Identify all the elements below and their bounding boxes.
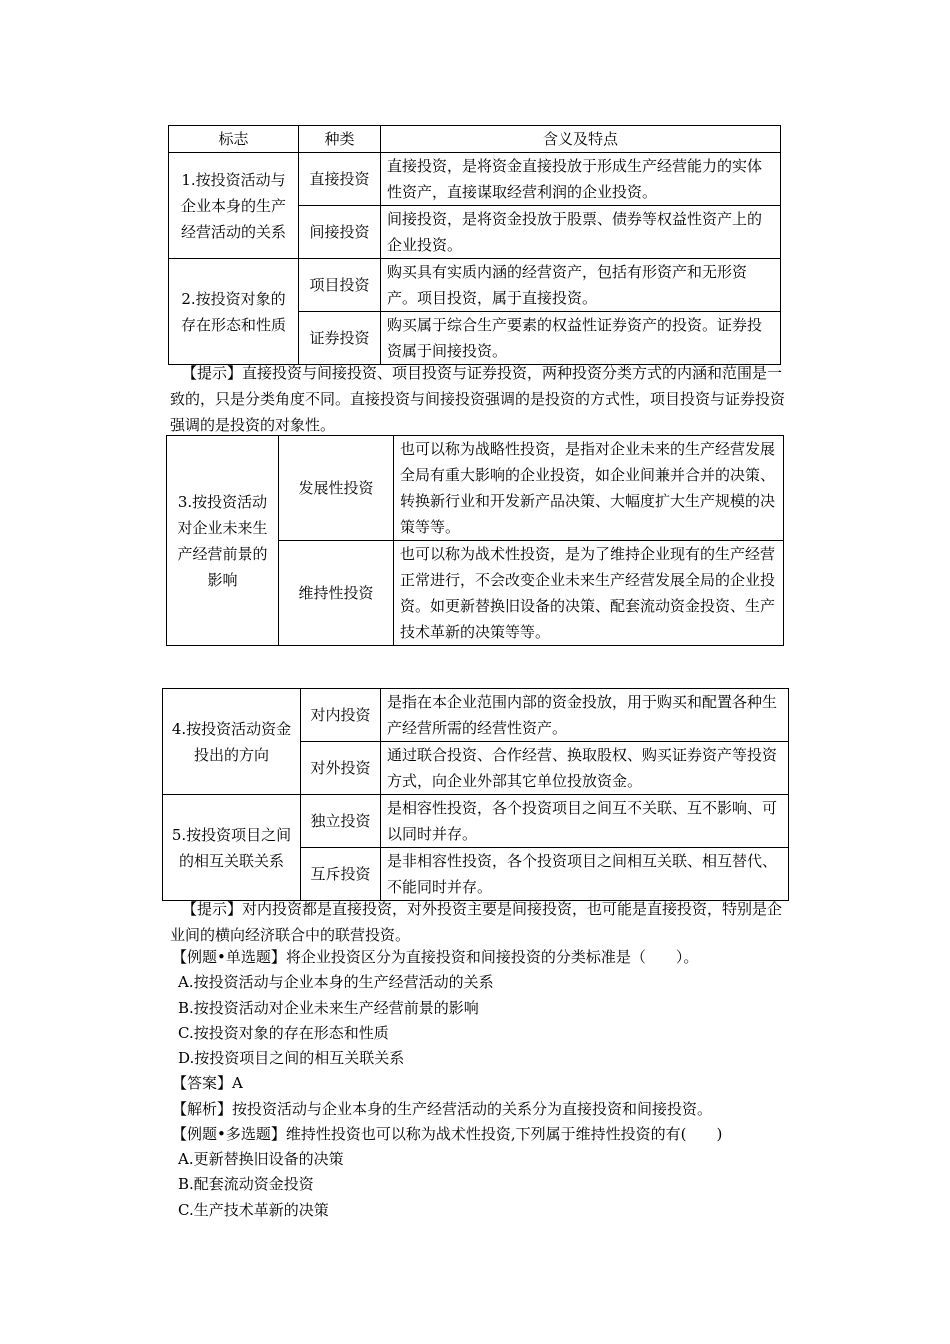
desc-cell: 是非相容性投资，各个投资项目之间相互关联、相互替代、不能同时并存。 <box>381 848 789 901</box>
option-item: D.按投资项目之间的相互关联关系 <box>178 1049 405 1067</box>
desc-cell: 购买属于综合生产要素的权益性证券资产的投资。证券投资属于间接投资。 <box>381 312 781 365</box>
criterion-cell: 2.按投资对象的存在形态和性质 <box>169 259 299 365</box>
type-cell: 间接投资 <box>299 206 381 259</box>
option-item: B.配套流动资金投资 <box>178 1175 314 1193</box>
classification-table-3 <box>162 688 789 901</box>
table-row <box>169 259 781 312</box>
type-cell: 维持性投资 <box>279 541 394 646</box>
column-header: 标志 <box>169 126 299 153</box>
type-cell: 发展性投资 <box>279 436 394 541</box>
desc-cell: 是相容性投资，各个投资项目之间互不关联、互不影响、可以同时并存。 <box>381 795 789 848</box>
column-header: 种类 <box>299 126 381 153</box>
table-header-row <box>169 126 781 153</box>
type-cell: 证券投资 <box>299 312 381 365</box>
type-cell: 项目投资 <box>299 259 381 312</box>
desc-cell: 也可以称为战略性投资，是指对企业未来的生产经营发展全局有重大影响的企业投资，如企业间兼并合并的决策、转换新行业和开发新产品决策、大幅度扩大生产规模的决策等等。 <box>394 436 784 541</box>
column-header: 含义及特点 <box>381 126 781 153</box>
hint-paragraph: 【提示】对内投资都是直接投资，对外投资主要是间接投资，也可能是直接投资，特别是企业间的横向经济联合中的联营投资。 <box>170 900 783 944</box>
desc-cell: 也可以称为战术性投资，是为了维持企业现有的生产经营正常进行，不会改变企业未来生产经营发展全局的企业投资。如更新替换旧设备的决策、配套流动资金投资、生产技术革新的决策等等。 <box>394 541 784 646</box>
desc-cell: 间接投资，是将资金投放于股票、债券等权益性资产上的企业投资。 <box>381 206 781 259</box>
option-item: A.更新替换旧设备的决策 <box>178 1150 344 1168</box>
criterion-cell: 5.按投资项目之间的相互关联关系 <box>163 795 301 901</box>
example-question: 【例题•多选题】维持性投资也可以称为战术性投资,下列属于维持性投资的有( ) <box>172 1125 723 1143</box>
table-row <box>167 436 784 541</box>
criterion-cell: 1.按投资活动与企业本身的生产经营活动的关系 <box>169 153 299 259</box>
classification-table-2 <box>166 435 784 646</box>
table-row <box>169 153 781 206</box>
option-item: C.按投资对象的存在形态和性质 <box>178 1024 389 1042</box>
type-cell: 互斥投资 <box>301 848 381 901</box>
desc-cell: 是指在本企业范围内部的资金投放，用于购买和配置各种生产经营所需的经营性资产。 <box>381 689 789 742</box>
desc-cell: 直接投资，是将资金直接投放于形成生产经营能力的实体性资产，直接谋取经营利润的企业投资。 <box>381 153 781 206</box>
criterion-cell: 3.按投资活动对企业未来生产经营前景的影响 <box>167 436 279 646</box>
option-item: B.按投资活动对企业未来生产经营前景的影响 <box>178 999 479 1017</box>
desc-cell: 通过联合投资、合作经营、换取股权、购买证券资产等投资方式，向企业外部其它单位投放资金。 <box>381 742 789 795</box>
classification-table-1 <box>168 125 781 365</box>
analysis-line: 【解析】按投资活动与企业本身的生产经营活动的关系分为直接投资和间接投资。 <box>172 1100 713 1118</box>
option-item: A.按投资活动与企业本身的生产经营活动的关系 <box>178 973 494 991</box>
example-question: 【例题•单选题】将企业投资区分为直接投资和间接投资的分类标准是（ ）。 <box>172 948 699 966</box>
desc-cell: 购买具有实质内涵的经营资产，包括有形资产和无形资产。项目投资，属于直接投资。 <box>381 259 781 312</box>
type-cell: 对外投资 <box>301 742 381 795</box>
answer-line: 【答案】A <box>172 1074 243 1092</box>
type-cell: 对内投资 <box>301 689 381 742</box>
criterion-cell: 4.按投资活动资金投出的方向 <box>163 689 301 795</box>
option-item: C.生产技术革新的决策 <box>178 1201 329 1219</box>
type-cell: 直接投资 <box>299 153 381 206</box>
table-row <box>163 795 789 848</box>
table-row <box>163 689 789 742</box>
hint-paragraph: 【提示】直接投资与间接投资、项目投资与证券投资，两种投资分类方式的内涵和范围是一致的，只是分类角度不同。直接投资与间接投资强调的是投资的方式性，项目投资与证券投资强调的是投资的对象性。 <box>170 364 786 434</box>
type-cell: 独立投资 <box>301 795 381 848</box>
